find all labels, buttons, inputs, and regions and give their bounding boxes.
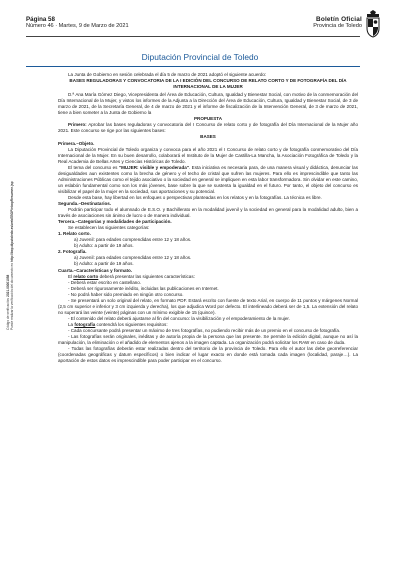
paragraph: Se establecen las siguientes categorías: bbox=[68, 225, 150, 231]
paragraph: La fotografía contendrá los siguientes requisitos: bbox=[68, 321, 168, 327]
section-heading: Cuarta.–Características y formato. bbox=[58, 267, 133, 273]
category-title: 2. Fotografía. bbox=[58, 249, 87, 255]
list-item: - No podrá haber sido premiado en ningún otro concurso. bbox=[68, 291, 184, 297]
theme-text: "MUJER: visible y empoderada" bbox=[118, 164, 189, 170]
verification-link[interactable]: http://bop.diputoledo.es/webEBOP/ebopResumen.jsp bbox=[10, 181, 15, 263]
list-item: - Cada concursante podrá presentar un máximo de tres fotografías, no pudiendo recibir más de un premio en el concurso de fotografía. bbox=[68, 327, 341, 333]
list-item: - Se presentará un solo original del relato, en formato PDF. Estará escrito con fuente de texto Arial, en cuerpo de 11 puntos y márgenes Normal (2,5 cm superior e inferior y 3 cm izquierda y derecha), los que adjudica Word por defecto. El interlineado deberá ser de 1,5. La extensión del relato no superará las veinte (veinte) páginas con un mínimo exigible de 15 (quince). bbox=[58, 297, 358, 315]
bases-heading: BASES bbox=[200, 134, 216, 140]
verification-code: 2021.00001058 bbox=[6, 274, 10, 297]
propuesta-heading: PROPUESTA bbox=[194, 116, 222, 122]
issue-line: Número 46 · Martes, 9 de Marzo de 2021 bbox=[26, 23, 129, 30]
paragraph: Podrán participar todo el alumnado de E.S.O. y Bachillerato en la modalidad juvenil y la sociedad en general para la modalidad adulto, bien a través de asociaciones sin ánimo de lucro o de manera individual. bbox=[58, 207, 358, 219]
theme-paragraph: El tema del concurso es "MUJER: visible y empoderada". Esta iniciativa es necesaria para, de una manera visual y didáctica, denunciar las desigualdades aun existentes como la brecha de género y el techo de cristal que sufren las mujeres. Para ello es imprescindible que tanto las Administraciones Públicas como el tejido asociativo o la sociedad en general se impliquen en esta labor transformadora. Sin olvidar en este camino, un eslabón fundamental como son los más jóvenes, base sobre la que se sustenta la igualdad en el futuro. Por tanto, el objeto del concurso es visibilizar el papel de la mujer en la sociedad, sus aportaciones y su potencial. bbox=[58, 164, 358, 194]
coat-of-arms-icon bbox=[365, 10, 381, 38]
category-title: 1. Relato corto. bbox=[58, 231, 91, 237]
paragraph: Desde esta base, hay libertad en los enfoques o perspectivas planteadas en los relatos y en la fotografías. La técnica es libre. bbox=[68, 194, 322, 200]
preamble-paragraph: D.ª Ana María Gómez Diego, Vicepresidenta del Área de Educación, Cultura, Igualdad y Bienestar Social, con motivo de la conmemoración del Día Internacional de la Mujer, y vistos los informes de la Adjunta a la Dirección del Área de Educación, Cultura, Igualdad y Bienestar Social, de 3 de marzo de 2021, de la Secretaría General, de 4 de marzo de 2021 y el informe de fiscalización de la Intervención General, de 3 de marzo de 2021, tiene a bien someter a la Junta de Gobierno la bbox=[58, 92, 358, 116]
section-heading: Primera.–Objeto. bbox=[58, 140, 95, 146]
intro-paragraph: La Junta de Gobierno en sesión celebrada el día 5 de marzo de 2021 adoptó el siguiente acuerdo: bbox=[68, 72, 267, 77]
paragraph: El relato corto deberá presentar las siguientes características: bbox=[68, 273, 195, 279]
primero-paragraph: Primero: Aprobar las bases reguladoras y convocatoria del I Concurso de relato corto y de fotografía del Día Internacional de la Mujer año 2021. Este concurso se rige por las siguientes bases: bbox=[58, 122, 358, 134]
paragraph: La Diputación Provincial de Toledo organiza y convoca para el año 2021 el I Concurso de relato corto y de fotografía conmemorativo del Día Internacional de la Mujer. En su buen desarrollo, colaborará el Instituto de la Mujer de Castilla-La Mancha, la Asociación Fotográfica de Toledo y la Real Academia de Bellas Artes y Ciencias Históricas de Toledo. bbox=[58, 146, 358, 164]
header-right bbox=[313, 16, 362, 30]
list-item: a) Juvenil: para edades comprendidas entre 12 y 18 años. bbox=[74, 237, 192, 243]
title-divider bbox=[26, 66, 360, 67]
list-item: - El contenido del relato deberá ajustarse al fin del concurso: la visibilización y el empoderamiento de la mujer. bbox=[68, 315, 290, 321]
province-name: Provincia de Toledo bbox=[313, 23, 362, 30]
list-item: b) Adulto: a partir de 19 años. bbox=[74, 261, 134, 267]
list-item: a) Juvenil: para edades comprendidas entre 12 y 18 años. bbox=[74, 255, 192, 261]
journal-name: Boletín Oficial bbox=[316, 16, 362, 23]
list-item: - Las fotografías serán originales, inéditas y de autoría propia de la persona que las presente. Se permite la edición digital, aunque no así la manipulación, la eliminación o el añadido de elementos ajenos a la imagen captada. La organización podrá solicitar los RAW en caso de duda. bbox=[58, 334, 358, 346]
verification-note: Código de verificación: 2021.00001058 Puede realizar la verificación del documento en http://bop.diputoledo.es/webEBOP/ebopResumen.jsp bbox=[6, 181, 15, 330]
document-heading: BASES REGULADORAS Y CONVOCATORIA DE LA I EDICIÓN DEL CONCURSO DE RELATO CORTO Y DE FOTOGRAFÍA DEL DÍA INTERNACIONAL DE LA MUJER bbox=[69, 78, 347, 90]
list-item: - Deberá ser rigurosamente inédito, incluidas las publicaciones en Internet. bbox=[68, 285, 219, 291]
section-title: Diputación Provincial de Toledo bbox=[141, 52, 259, 62]
section-heading: Tercera.–Categorías y modalidades de participación. bbox=[58, 219, 172, 225]
page-number: Página 58 bbox=[26, 16, 55, 23]
list-item: b) Adulto: a partir de 19 años. bbox=[74, 243, 134, 249]
list-item: - Todas las fotografías deberán estar realizadas dentro del territorio de la provincia de Toledo. Para ello el autor las debe georreferenciar (coordenadas geográficas y datum específicos) o bien indicar el lugar exacto en donde está tomada cada imagen (localidad, paraje…). La aportación de estos datos es imprescindible para poder participar en el concurso. bbox=[58, 346, 358, 364]
document-body bbox=[58, 72, 358, 364]
list-item: - Deberá estar escrito en castellano. bbox=[68, 279, 142, 285]
section-heading: Segunda.–Destinatarios. bbox=[58, 200, 112, 206]
header-left bbox=[26, 16, 129, 30]
header-divider bbox=[26, 36, 360, 37]
